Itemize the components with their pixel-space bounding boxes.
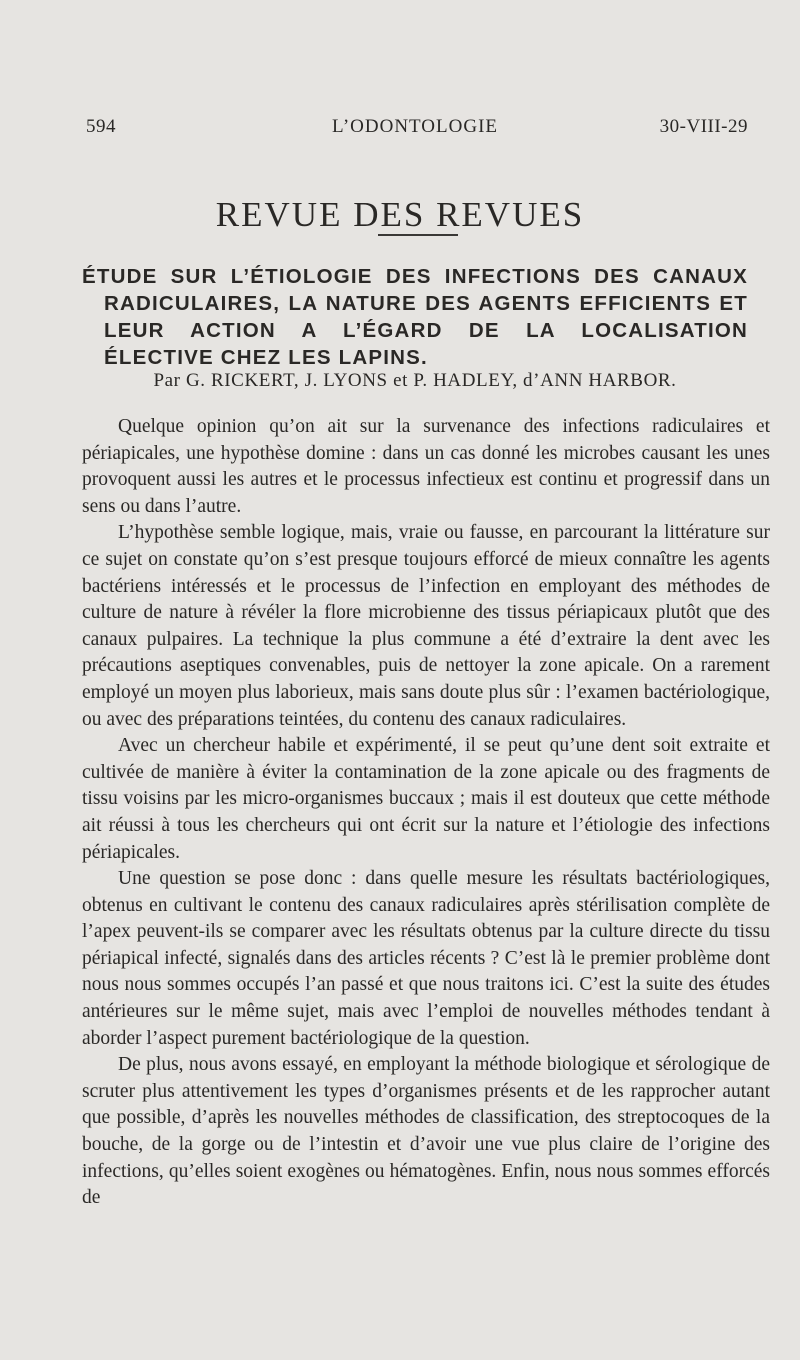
- issue-date: 30-VIII-29: [659, 116, 748, 137]
- paragraph: De plus, nous avons essayé, en employant la méthode biologique et sérologique de scruter plus attentivement les types d’organismes présents et de les rapprocher autant que possible, d’après les nouvelles méthodes de classification, des streptocoques de la bouche, de la gorge ou de l’intestin et d’avoir une vue plus claire de l’origine des infections, qu’elles soient exogènes ou hématogènes. Enfin, nous nous sommes efforcés de: [82, 1054, 770, 1209]
- article-body: [82, 414, 770, 1212]
- running-head: [82, 116, 748, 142]
- paragraph: L’hypothèse semble logique, mais, vraie ou fausse, en parcourant la littérature sur ce sujet on constate qu’on s’est presque toujours efforcé de mieux connaître les agents bactériens intéressés et le processus de l’infection en employant des méthodes de culture de nature à révéler la flore microbienne des tissus périapicaux plutôt que des canaux pulpaires. La technique la plus commune a été d’extraire la dent avec les précautions aseptiques convenables, puis de nettoyer la zone apicale. On a rarement employé un moyen plus laborieux, mais sans doute plus sûr : l’examen bactériologique, ou avec des préparations teintées, du contenu des canaux radiculaires.: [82, 522, 770, 730]
- paragraph: Avec un chercheur habile et expérimenté, il se peut qu’une dent soit extraite et cultivée de manière à éviter la contamination de la zone apicale ou des fragments de tissu voisins par les micro-organismes buccaux ; mais il est douteux que cette méthode ait réussi à tous les chercheurs qui ont écrit sur la nature et l’étiologie des infections périapicales.: [82, 735, 770, 863]
- title-rule: [378, 234, 458, 236]
- article-title: ÉTUDE SUR L’ÉTIOLOGIE DES INFECTIONS DES CANAUX RADICULAIRES, LA NATURE DES AGENTS EFFICIENTS ET LEUR ACTION A L’ÉGARD DE LA LOCALISATION ÉLECTIVE CHEZ LES LAPINS.: [82, 265, 748, 369]
- page-number: 594: [86, 116, 116, 137]
- journal-name: L’ODONTOLOGIE: [331, 116, 499, 137]
- paragraph: Une question se pose donc : dans quelle mesure les résultats bactériologiques, obtenus en cultivant le contenu des canaux radiculaires après stérilisation complète de l’apex peuvent-ils se comparer avec les résultats obtenus par la culture directe du tissu périapical infecté, signalés dans des articles récents ? C’est là le premier problème dont nous nous sommes occupés l’an passé et que nous traitons ici. C’est la suite des études antérieures sur le même sujet, mais avec l’emploi de nouvelles méthodes tendant à aborder l’aspect purement bactériologique de la question.: [82, 868, 770, 1049]
- paragraph: Quelque opinion qu’on ait sur la survenance des infections radiculaires et périapicales, une hypothèse domine : dans un cas donné les microbes causant les unes provoquent aussi les autres et le processus infectieux est continu et progressif dans un sens ou dans l’autre.: [82, 416, 770, 517]
- section-title: REVUE DES REVUES: [215, 195, 585, 235]
- article-byline: Par G. RICKERT, J. LYONS et P. HADLEY, d’ANN HARBOR.: [153, 370, 677, 391]
